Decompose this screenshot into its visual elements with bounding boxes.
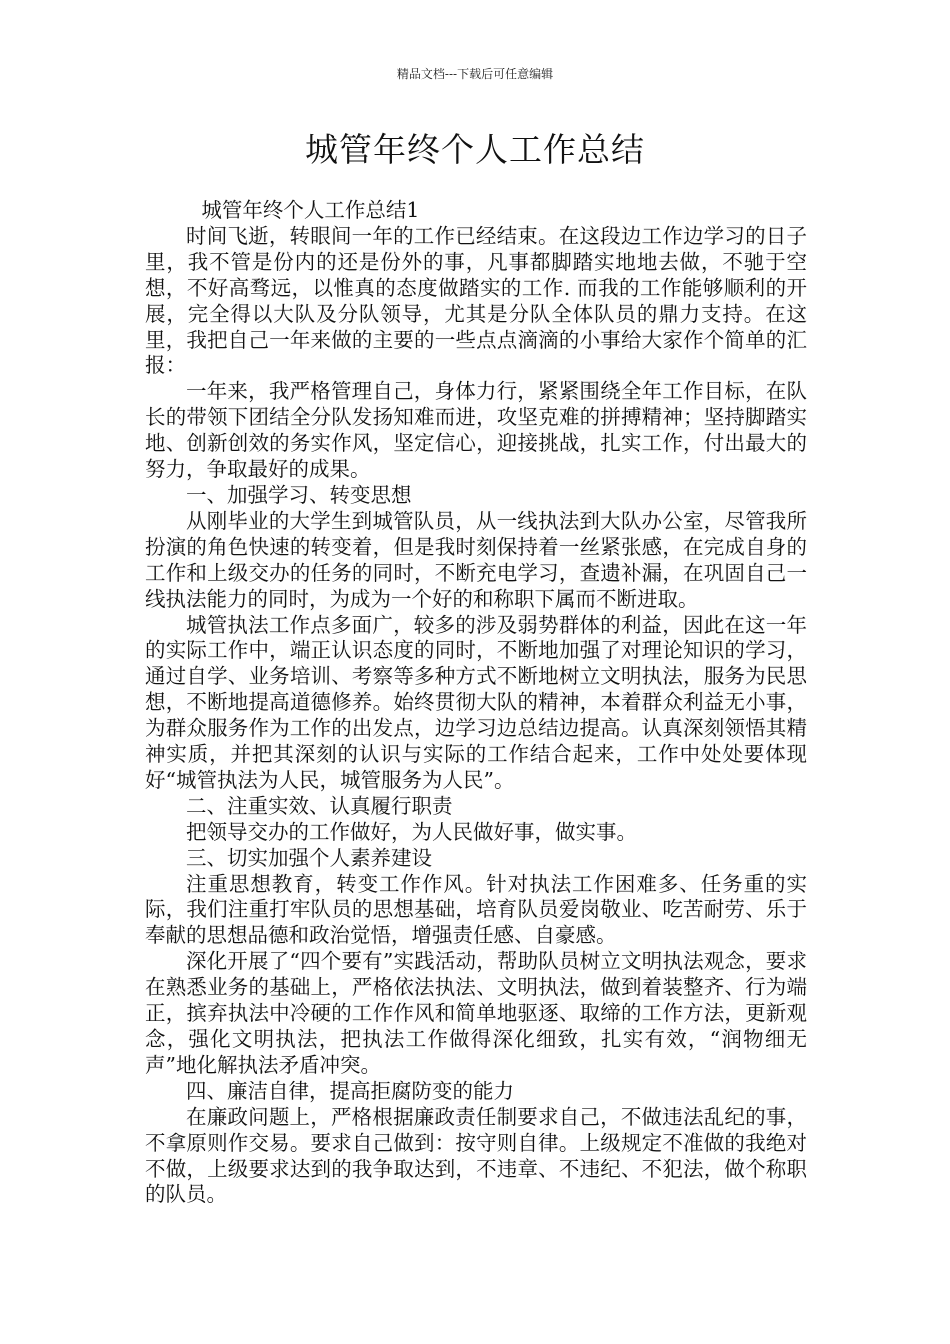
section-heading: 一、加强学习、转变思想: [186, 482, 412, 507]
document-body: [145, 198, 807, 1208]
paragraph: 一年来，我严格管理自己，身体力行，紧紧围绕全年工作目标，在队长的带领下团结全分队发扬知难而进，攻坚克难的拼搏精神；坚持脚踏实地、创新创效的务实作风，坚定信心，迎接挑战，扎实工作，付出最大的努力，争取最好的成果。: [145, 379, 807, 482]
paragraph: 从刚毕业的大学生到城管队员，从一线执法到大队办公室，尽管我所扮演的角色快速的转变着，但是我时刻保持着一丝紧张感，在完成自身的工作和上级交办的任务的同时，不断充电学习，查遗补漏，在巩固自己一线执法能力的同时，为成为一个好的和称职下属而不断进取。: [145, 508, 807, 611]
section-heading: 三、切实加强个人素养建设: [186, 845, 432, 870]
section-heading: 四、廉洁自律，提高拒腐防变的能力: [186, 1078, 514, 1103]
page-title: 城管年终个人工作总结: [305, 130, 645, 169]
paragraph: 注重思想教育，转变工作作风。针对执法工作困难多、任务重的实际，我们注重打牢队员的思想基础，培育队员爱岗敬业、吃苦耐劳、乐于奉献的思想品德和政治觉悟，增强责任感、自豪感。: [145, 871, 807, 948]
section-heading: 二、注重实效、认真履行职责: [186, 793, 453, 818]
paragraph: 深化开展了“四个要有”实践活动，帮助队员树立文明执法观念，要求在熟悉业务的基础上，严格依法执法、文明执法，做到着装整齐、行为端正，摈弃执法中冷硬的工作作风和简单地驱逐、取缔的工作方法，更新观念，强化文明执法，把执法工作做得深化细致，扎实有效，“润物细无声”地化解执法矛盾冲突。: [145, 949, 807, 1077]
section-heading: 城管年终个人工作总结1: [201, 198, 420, 222]
paragraph: 时间飞逝，转眼间一年的工作已经结束。在这段边工作边学习的日子里，我不管是份内的还是份外的事，凡事都脚踏实地地去做，不驰于空想，不好高骛远，以惟真的态度做踏实的工作. 而我的工作能够顺利的开展，完全得以大队及分队领导，尤其是分队全体队员的鼎力支持。在这里，我把自己一年来做的主要的一些点点滴滴的小事给大家作个简单的汇报：: [145, 223, 807, 378]
header-note: 精品文档---下载后可任意编辑: [396, 67, 554, 81]
paragraph: 在廉政问题上，严格根据廉政责任制要求自己，不做违法乱纪的事，不拿原则作交易。要求自己做到：按守则自律。上级规定不准做的我绝对不做，上级要求达到的我争取达到，不违章、不违纪、不犯法，做个称职的队员。: [145, 1104, 807, 1207]
paragraph: 城管执法工作点多面广，较多的涉及弱势群体的利益，因此在这一年的实际工作中，端正认识态度的同时，不断地加强了对理论知识的学习，通过自学、业务培训、考察等多种方式不断地树立文明执法，服务为民思想，不断地提高道德修养。始终贯彻大队的精神，本着群众利益无小事，为群众服务作为工作的出发点，边学习边总结边提高。认真深刻领悟其精神实质，并把其深刻的认识与实际的工作结合起来，工作中处处要体现好“城管执法为人民，城管服务为人民”。: [145, 612, 807, 792]
paragraph: 把领导交办的工作做好，为人民做好事，做实事。: [186, 819, 637, 844]
